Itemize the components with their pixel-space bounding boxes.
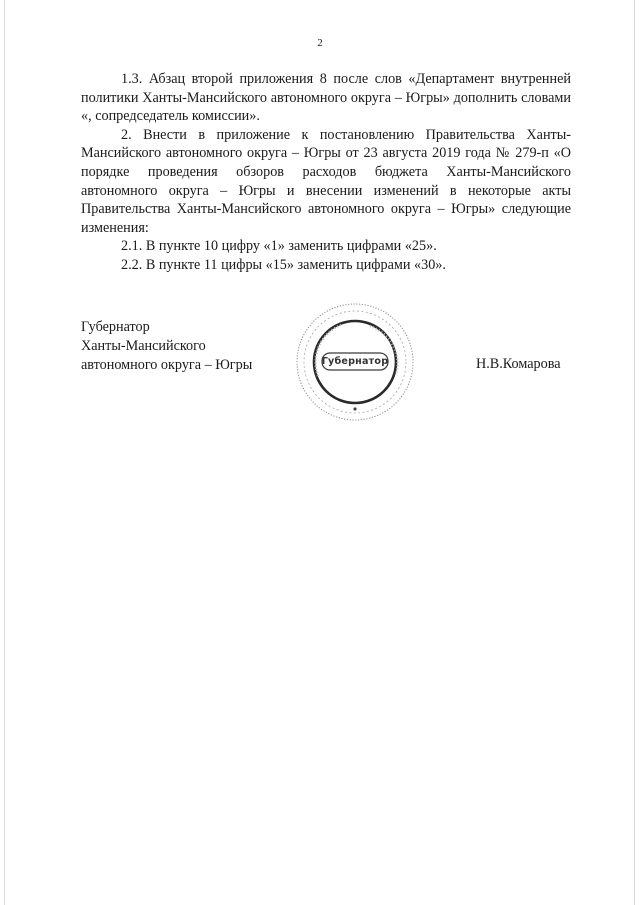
position-line-3: автономного округа – Югры [81, 357, 253, 373]
scan-edge-left [4, 0, 5, 905]
position-line-2: Ханты-Мансийского [81, 338, 206, 354]
paragraph-2-2: 2.2. В пункте 11 цифры «15» заменить цифрами «30». [121, 256, 446, 273]
document-body [81, 70, 571, 275]
paragraph-2: 2. Внести в приложение к постановлению Правительства Ханты-Мансийского автономного округа – Югры от 23 августа 2019 года № 279-п «О порядке проведения обзоров расходов бюджета Ханты-Мансийского автономного округа – Югры и внесении изменений в некоторые акты Правительства Ханты-Мансийского автономного округа – Югры» следующие изменения: [81, 126, 571, 236]
scan-edge-right [634, 0, 635, 905]
seal-center-text: Губернатор [321, 356, 389, 367]
position-line-1: Губернатор [81, 319, 150, 335]
paragraph-2-1: 2.1. В пункте 10 цифру «1» заменить цифрами «25». [121, 238, 437, 255]
page-number: 2 [317, 37, 323, 49]
official-seal [296, 296, 434, 434]
signer-name: Н.В.Комарова [476, 356, 561, 372]
paragraph-1-3: 1.3. Абзац второй приложения 8 после слов «Департамент внутренней политики Ханты-Мансийского автономного округа – Югры» дополнить словами «, сопредседатель комиссии». [81, 71, 571, 125]
signatory-position [81, 318, 252, 375]
